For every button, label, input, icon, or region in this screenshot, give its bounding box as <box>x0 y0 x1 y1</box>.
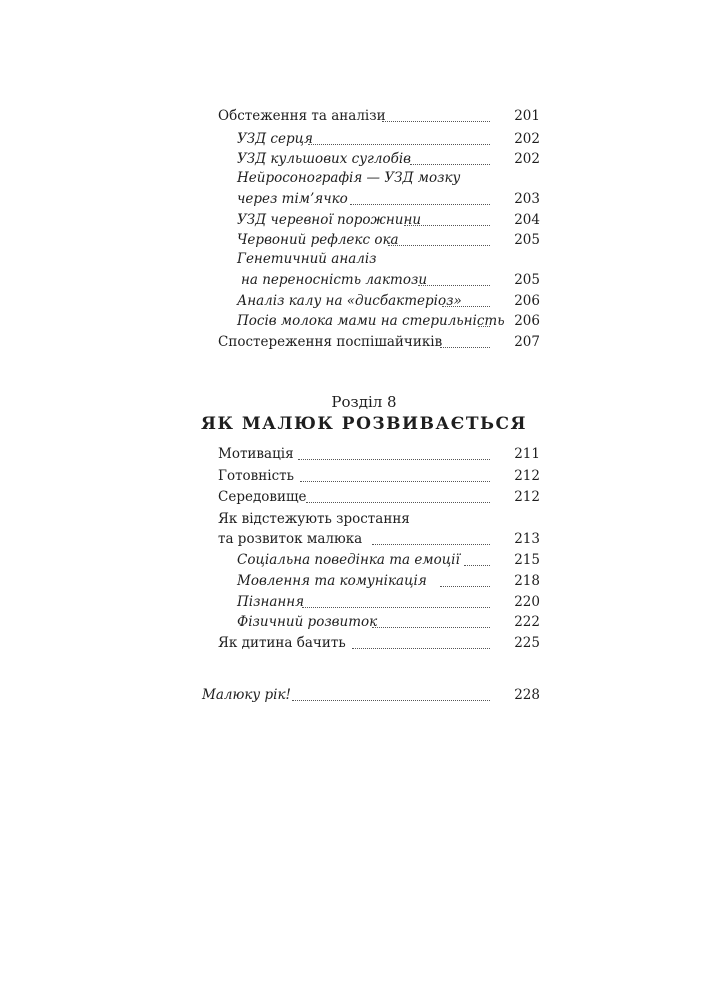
toc-entry-page: 203 <box>514 191 540 207</box>
toc-leader <box>478 326 490 327</box>
toc-entry-page: 205 <box>514 232 540 248</box>
toc-entry-title: УЗД черевної порожнини <box>237 212 422 228</box>
toc-entry-page: 220 <box>514 594 540 610</box>
toc-entry-title: Спостереження поспішайчиків <box>218 334 443 350</box>
toc-entry-title: на переносність лактози <box>241 272 428 288</box>
toc-entry-page: 212 <box>514 468 540 484</box>
toc-entry-page: 206 <box>514 313 540 329</box>
toc-entry-page: 213 <box>514 531 540 547</box>
toc-leader <box>382 121 490 122</box>
toc-leader <box>464 565 490 566</box>
toc-entry-title: Фізичний розвиток <box>237 614 378 630</box>
toc-entry-title: Середовище <box>218 489 307 505</box>
toc-leader <box>410 164 490 165</box>
toc-entry-page: 212 <box>514 489 540 505</box>
toc-entry-title: Соціальна поведінка та емоції <box>237 552 460 568</box>
toc-entry-title: Мовлення та комунікація <box>237 573 427 589</box>
toc-entry-page: 202 <box>514 151 540 167</box>
toc-leader <box>352 648 490 649</box>
toc-leader <box>292 700 490 701</box>
toc-leader <box>372 544 490 545</box>
toc-leader <box>350 204 490 205</box>
toc-entry-title: Пізнання <box>237 594 305 610</box>
toc-entry-page: 215 <box>514 552 540 568</box>
toc-entry-page: 218 <box>514 573 540 589</box>
toc-entry-page: 222 <box>514 614 540 630</box>
toc-entry-title: Готовність <box>218 468 294 484</box>
toc-leader <box>308 144 490 145</box>
toc-leader <box>404 225 490 226</box>
toc-entry-title: УЗД серця <box>237 131 313 147</box>
toc-entry-title: Малюку рік! <box>202 687 291 703</box>
toc-entry-title: та розвиток малюка <box>218 531 363 547</box>
toc-entry-page: 228 <box>514 687 540 703</box>
toc-entry-title: Нейросонографія — УЗД мозку <box>237 170 461 186</box>
toc-entry-page: 211 <box>514 446 540 462</box>
chapter-title: ЯК МАЛЮК РОЗВИВАЄТЬСЯ <box>200 414 528 434</box>
toc-leader <box>440 347 490 348</box>
toc-entry-page: 225 <box>514 635 540 651</box>
toc-entry-title: Генетичний аналіз <box>237 251 377 267</box>
toc-leader <box>298 459 490 460</box>
toc-entry-page: 201 <box>514 108 540 124</box>
chapter-label: Розділ 8 <box>331 393 397 411</box>
toc-leader <box>442 306 490 307</box>
toc-leader <box>372 627 490 628</box>
toc-leader <box>306 502 490 503</box>
toc-entry-title: Обстеження та аналізи <box>218 108 386 124</box>
toc-leader <box>300 481 490 482</box>
toc-entry-title: через тім’ячко <box>237 191 348 207</box>
toc-entry-title: Аналіз калу на «дисбактеріоз» <box>237 293 462 309</box>
toc-entry-title: Як дитина бачить <box>218 635 346 651</box>
toc-entry-page: 205 <box>514 272 540 288</box>
toc-entry-page: 207 <box>514 334 540 350</box>
toc-entry-page: 204 <box>514 212 540 228</box>
toc-leader <box>302 607 490 608</box>
toc-entry-title: Червоний рефлекс ока <box>237 232 399 248</box>
toc-entry-page: 206 <box>514 293 540 309</box>
toc-leader <box>440 586 490 587</box>
toc-leader <box>418 285 490 286</box>
toc-entry-page: 202 <box>514 131 540 147</box>
toc-entry-title: Мотивація <box>218 446 294 462</box>
toc-leader <box>388 245 490 246</box>
toc-entry-title: Як відстежують зростання <box>218 511 410 527</box>
toc-entry-title: Посів молока мами на стерильність <box>237 313 505 329</box>
toc-entry-title: УЗД кульшових суглобів <box>237 151 411 167</box>
